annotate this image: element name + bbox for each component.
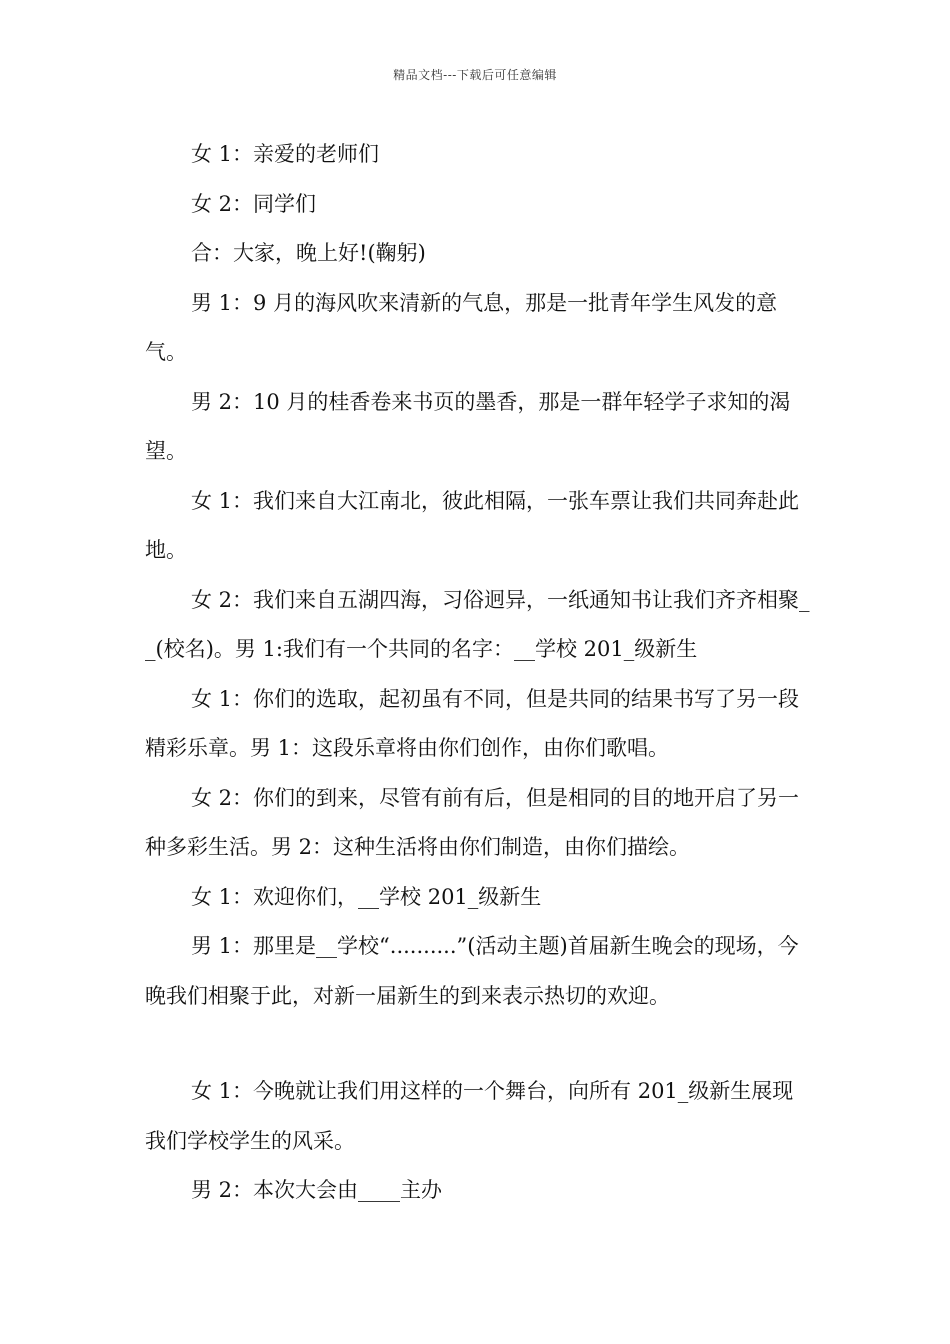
paragraph: 女 1：欢迎你们，__学校 201_级新生 — [191, 884, 542, 909]
page-header: 精品文档---下载后可任意编辑 — [393, 68, 557, 82]
paragraph: 女 1：亲爱的老师们 — [191, 142, 380, 166]
paragraph: 女 1：你们的选取，起初虽有不同，但是共同的结果书写了另一段精彩乐章。男 1：这段乐章将由你们创作，由你们歌唱。 — [145, 686, 800, 760]
paragraph: 男 2：10 月的桂香卷来书页的墨香，那是一群年轻学子求知的渴望。 — [145, 389, 791, 463]
paragraph: 男 2：本次大会由____主办 — [191, 1178, 443, 1202]
paragraph: 女 2：我们来自五湖四海，习俗迥异，一纸通知书让我们齐齐相聚__(校名)。男 1:我们有一个共同的名字：__学校 201_级新生 — [145, 587, 810, 661]
paragraph: 合：大家，晚上好!(鞠躬) — [191, 241, 426, 265]
paragraph: 女 1：今晚就让我们用这样的一个舞台，向所有 201_级新生展现我们学校学生的风采。 — [145, 1079, 794, 1153]
paragraph: 男 1：9 月的海风吹来清新的气息，那是一批青年学生风发的意气。 — [145, 290, 778, 364]
blank-line — [145, 1021, 810, 1067]
paragraph: 男 1：那里是__学校“..........”(活动主题)首届新生晚会的现场，今晚我们相聚于此，对新一届新生的到来表示热切的欢迎。 — [145, 934, 799, 1008]
paragraph: 女 2：你们的到来，尽管有前有后，但是相同的目的地开启了另一种多彩生活。男 2：这种生活将由你们制造，由你们描绘。 — [145, 785, 800, 859]
paragraph: 女 2：同学们 — [191, 191, 317, 216]
paragraph: 女 1：我们来自大江南北，彼此相隔，一张车票让我们共同奔赴此地。 — [145, 488, 800, 562]
document-body — [145, 130, 810, 1216]
